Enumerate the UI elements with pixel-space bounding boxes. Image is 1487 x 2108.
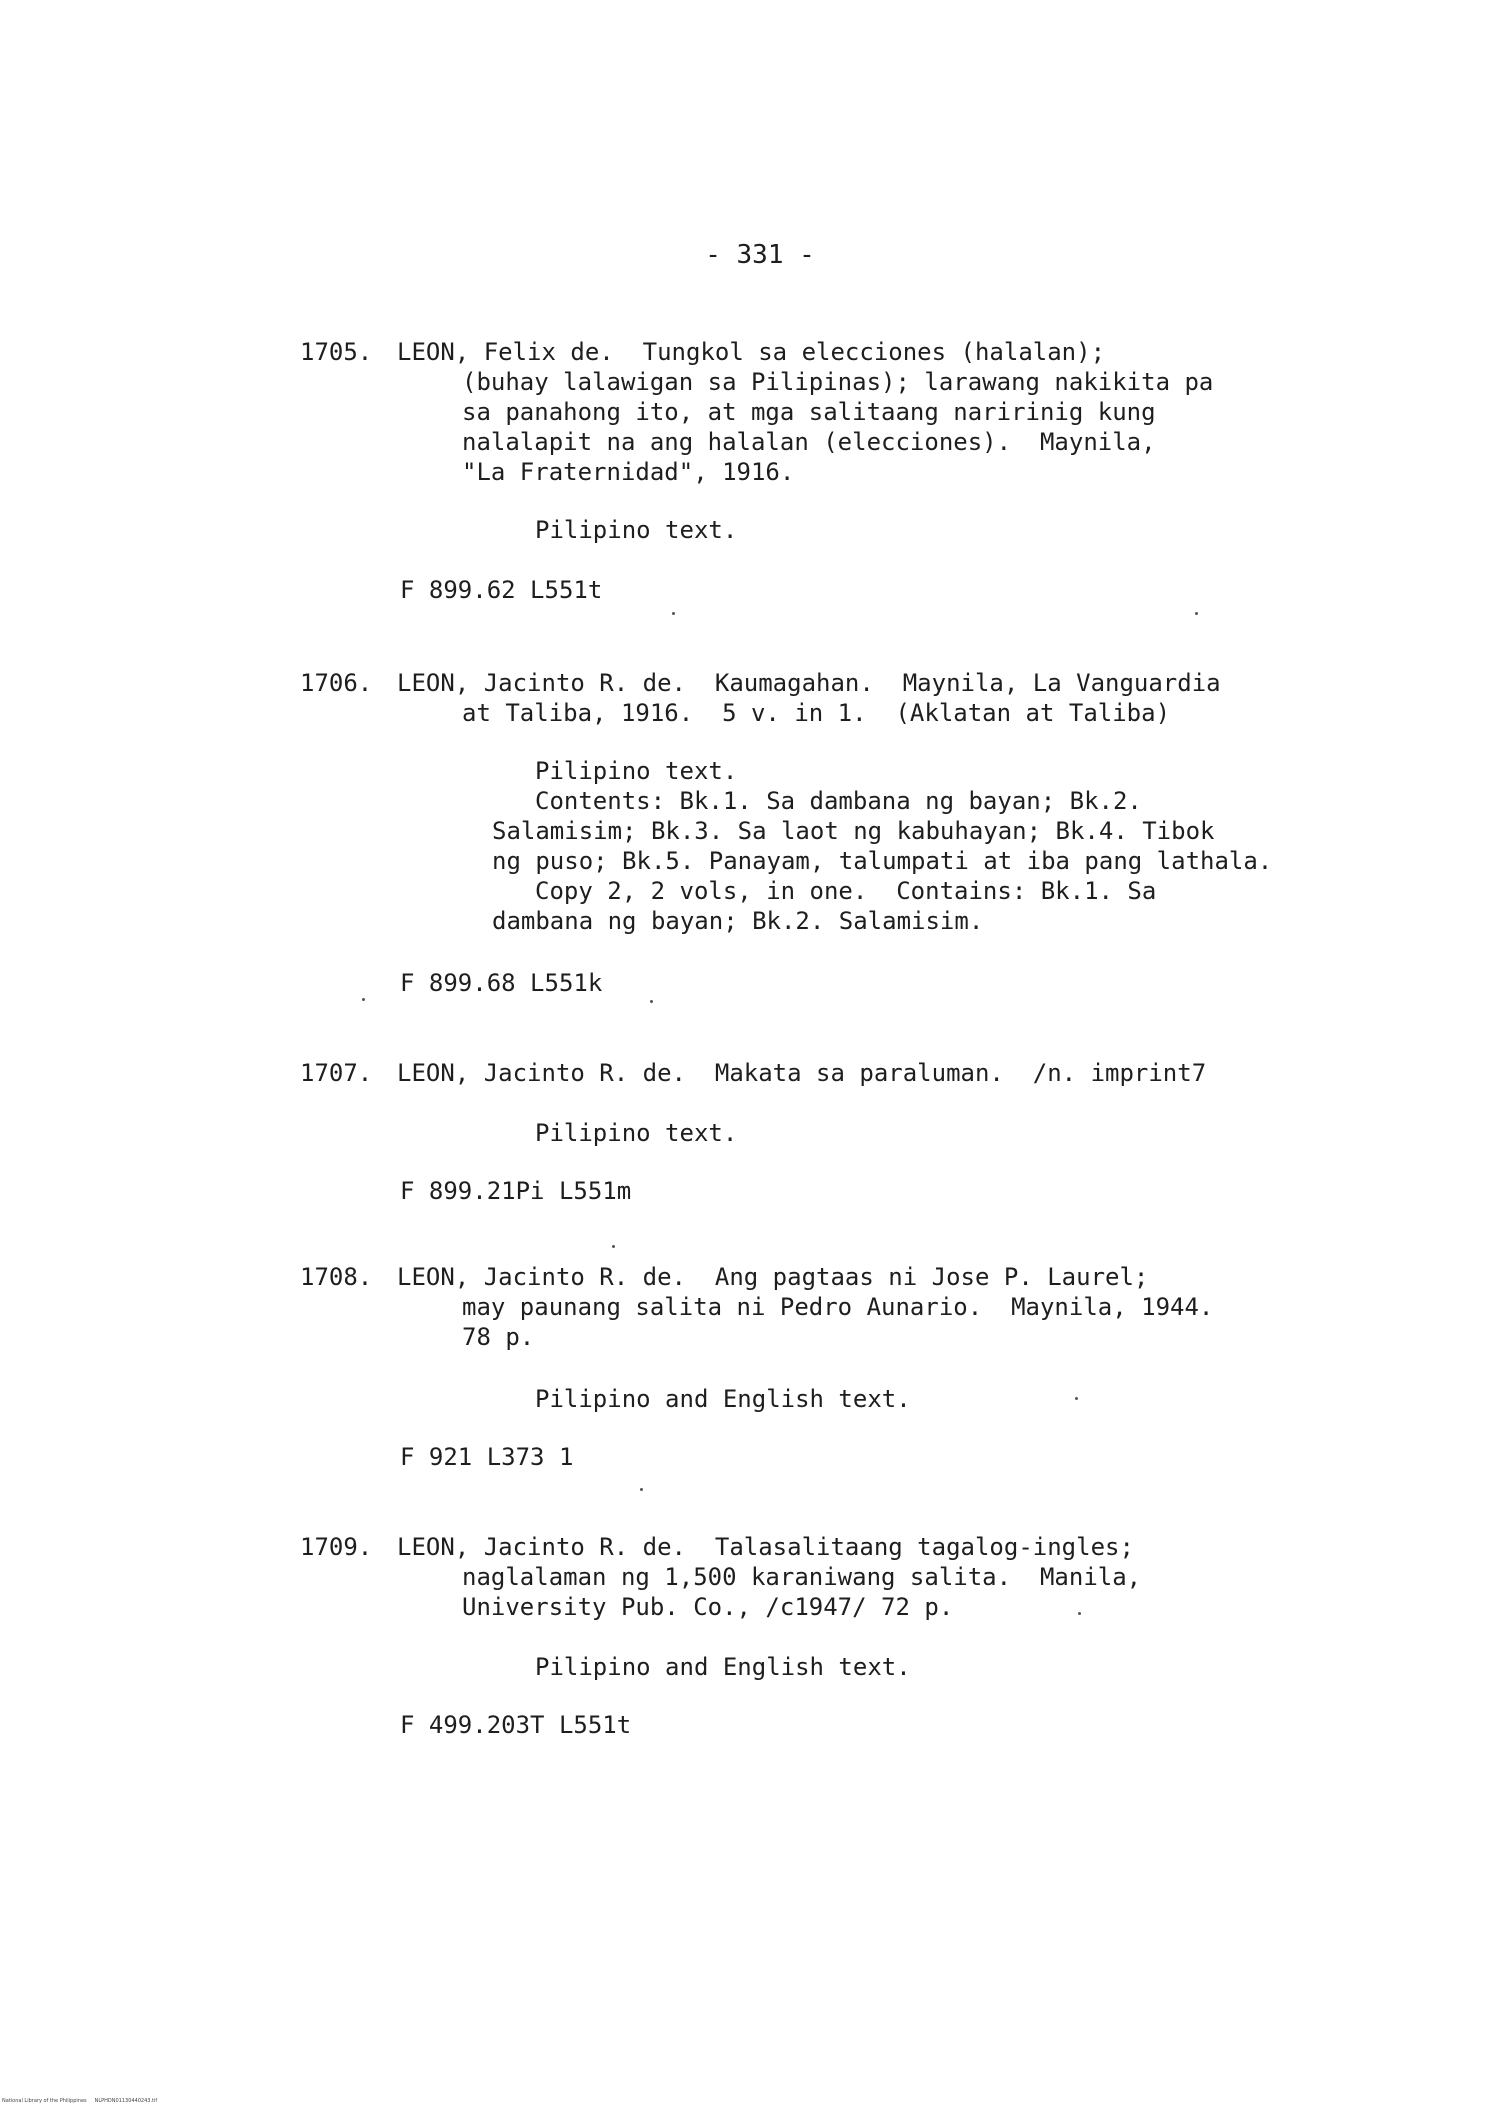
scan-speck: [1075, 1397, 1078, 1400]
call-number: F 899.62 L551t: [400, 576, 603, 604]
entry-citation: [397, 1262, 1297, 1352]
language-note: Pilipino and English text.: [535, 1653, 911, 1681]
contents-note: [492, 786, 1312, 936]
call-number: F 899.68 L551k: [400, 969, 603, 997]
entry-number: 1707.: [300, 1059, 373, 1087]
scan-speck: [1195, 612, 1198, 615]
call-number: F 921 L373 1: [400, 1443, 574, 1471]
call-number: F 899.21Pi L551m: [400, 1177, 632, 1205]
citation-line: "La Fraternidad", 1916.: [462, 458, 795, 486]
citation-line: (buhay lalawigan sa Pilipinas); larawang nakikita pa: [462, 368, 1214, 396]
entry-number: 1708.: [300, 1263, 373, 1291]
citation-line: sa panahong ito, at mga salitaang naririnig kung: [462, 398, 1156, 426]
citation-line: nalalapit na ang halalan (elecciones). Maynila,: [462, 428, 1156, 456]
contents-line: Contents: Bk.1. Sa dambana ng bayan; Bk.2.: [535, 787, 1142, 815]
citation-line: University Pub. Co., /c1947/ 72 p.: [462, 1593, 954, 1621]
citation-line: may paunang salita ni Pedro Aunario. Maynila, 1944.: [462, 1293, 1214, 1321]
call-number: F 499.203T L551t: [400, 1711, 632, 1739]
entry-citation: [397, 337, 1297, 487]
scan-speck: [672, 612, 675, 615]
contents-line: dambana ng bayan; Bk.2. Salamisim.: [492, 907, 984, 935]
contents-line: ng puso; Bk.5. Panayam, talumpati at iba pang lathala.: [492, 847, 1273, 875]
language-note: Pilipino text.: [535, 757, 738, 785]
entry-citation: [397, 1058, 1297, 1088]
scan-speck: [1078, 1612, 1081, 1615]
citation-line: at Taliba, 1916. 5 v. in 1. (Aklatan at Taliba): [462, 699, 1171, 727]
page-number: - 331 -: [705, 240, 815, 270]
scan-speck: [612, 1245, 615, 1248]
citation-line: LEON, Felix de. Tungkol sa elecciones (halalan);: [397, 338, 1106, 366]
citation-line: LEON, Jacinto R. de. Kaumagahan. Maynila, La Vanguardia: [397, 669, 1221, 697]
citation-line: LEON, Jacinto R. de. Talasalitaang tagalog-ingles;: [397, 1533, 1134, 1561]
scan-speck: [362, 998, 365, 1001]
language-note: Pilipino text.: [535, 1119, 738, 1147]
contents-line: Copy 2, 2 vols, in one. Contains: Bk.1. Sa: [535, 877, 1157, 905]
contents-line: Salamisim; Bk.3. Sa laot ng kabuhayan; Bk.4. Tibok: [492, 817, 1215, 845]
language-note: Pilipino and English text.: [535, 1385, 911, 1413]
language-note: Pilipino text.: [535, 516, 738, 544]
citation-line: naglalaman ng 1,500 karaniwang salita. Manila,: [462, 1563, 1142, 1591]
entry-number: 1709.: [300, 1533, 373, 1561]
entry-number: 1705.: [300, 338, 373, 366]
entry-citation: [397, 1532, 1297, 1622]
citation-line: LEON, Jacinto R. de. Makata sa paraluman. /n. imprint7: [397, 1059, 1207, 1087]
citation-line: 78 p.: [462, 1323, 535, 1351]
entry-citation: [397, 668, 1297, 728]
scan-speck: [640, 1488, 643, 1491]
citation-line: LEON, Jacinto R. de. Ang pagtaas ni Jose P. Laurel;: [397, 1263, 1149, 1291]
scan-speck: [650, 1000, 653, 1003]
scan-footer: National Library of the Philippines NLPHDN01130440243.tif: [2, 2098, 158, 2104]
entry-number: 1706.: [300, 669, 373, 697]
